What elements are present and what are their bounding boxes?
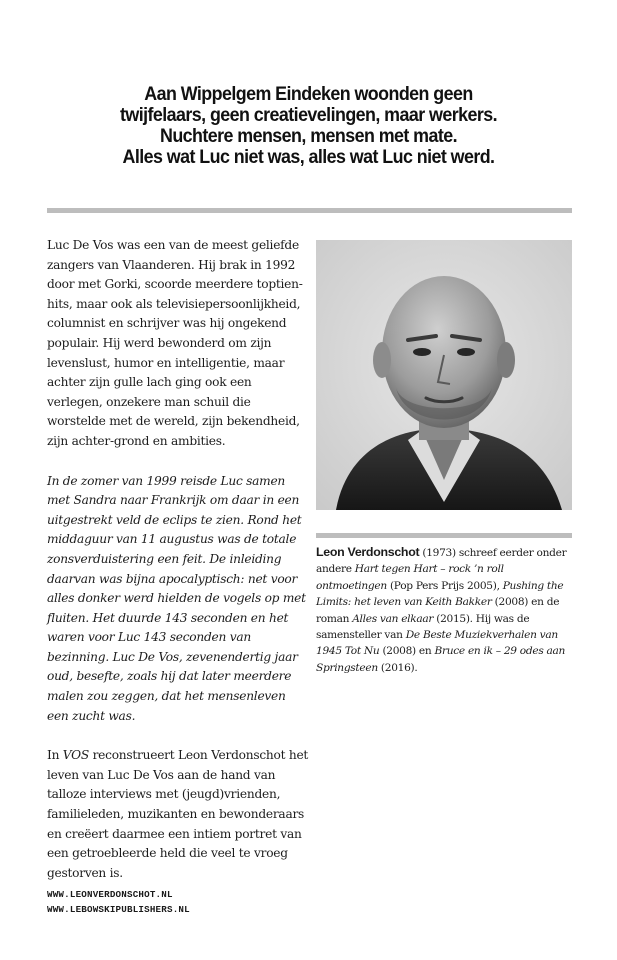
headline-line-1: Aan Wippelgem Eindeken woonden geen <box>144 84 473 105</box>
divider-bio <box>316 533 572 538</box>
synopsis-column <box>47 236 309 903</box>
synopsis-paragraph-1: Luc De Vos was een van de meest geliefde zangers van Vlaanderen. Hij brak in 1992 door met Gorki, scoorde meerdere toptien-hits, maar ook als televisiepersoonlijkheid, columnist en schrijver was hij ongekend populair. Hij werd bewonderd om zijn levenslust, humor en intelligentie, maar achter zijn gulle lach ging ook een verlegen, onzekere man schuil die worstelde met de wereld, zijn bekendheid, zijn achter-grond en ambities. <box>47 238 303 448</box>
headline-line-3: Nuchtere mensen, mensen met mate. <box>159 126 458 147</box>
bio-book-2: Pushing the Limits: het leven van Keith Bakker <box>316 579 564 609</box>
divider-top <box>47 208 572 213</box>
bio-book-3: Alles van elkaar <box>352 612 434 625</box>
headline-quote <box>47 84 571 168</box>
bio-text-1: (1973) schreef eerder onder andere <box>316 547 567 576</box>
p3-text-start: In <box>47 748 63 763</box>
author-portrait-image <box>316 240 572 510</box>
headline-line-2: twijfelaars, geen creatievelingen, maar werkers. <box>120 105 497 126</box>
bio-text-6: (2016). <box>377 661 418 674</box>
synopsis-paragraph-2: In de zomer van 1999 reisde Luc samen met Sandra naar Frankrijk om daar in een uitgestrekt veld de eclips te zien. Rond het middaguur van 11 augustus was de totale zonsverduistering een feit. De inleiding daarvan was bijna apocalyptisch: net voor alles donker werd hielden de vogels op met fluiten. Het duurde 143 seconden en het waren voor Luc 143 seconden van bezinning. Luc De Vos, zevenendertig jaar oud, besefte, zoals hij dat later meerdere malen zou zeggen, dat het mensenleven een zucht was. <box>47 473 306 723</box>
author-name: Leon Verdonschot <box>316 545 420 559</box>
bio-text-3: (2008) en de roman <box>316 596 560 625</box>
author-website-link[interactable]: WWW.LEONVERDONSCHOT.NL <box>47 889 173 900</box>
bio-text-5: (2008) en <box>379 645 435 658</box>
author-bio <box>316 544 574 676</box>
bio-text-2: (Pop Pers Prijs 2005), <box>386 579 503 592</box>
bio-text-4: (2015). Hij was de samensteller van <box>316 612 530 642</box>
footer-links <box>47 887 190 917</box>
bio-book-5: Bruce en ik – 29 odes aan Springsteen <box>316 645 566 674</box>
author-photo <box>316 240 572 510</box>
p3-text-end: reconstrueert Leon Verdonschot het leven van Luc De Vos aan de hand van talloze interviews met (jeugd)vrienden, familieleden, muzikanten en bewonderaars en creëert daarmee een intiem portret van een getroebleerde held die veel te vroeg gestorven is. <box>47 748 309 880</box>
bio-book-4: De Beste Muziekverhalen van 1945 Tot Nu <box>316 629 558 658</box>
headline-line-4: Alles wat Luc niet was, alles wat Luc niet werd. <box>122 147 495 168</box>
publisher-website-link[interactable]: WWW.LEBOWSKIPUBLISHERS.NL <box>47 904 190 915</box>
bio-book-1: Hart tegen Hart – rock ’n roll ontmoetingen <box>316 563 504 592</box>
synopsis-paragraph-3 <box>47 746 309 883</box>
book-title: VOS <box>62 748 89 763</box>
